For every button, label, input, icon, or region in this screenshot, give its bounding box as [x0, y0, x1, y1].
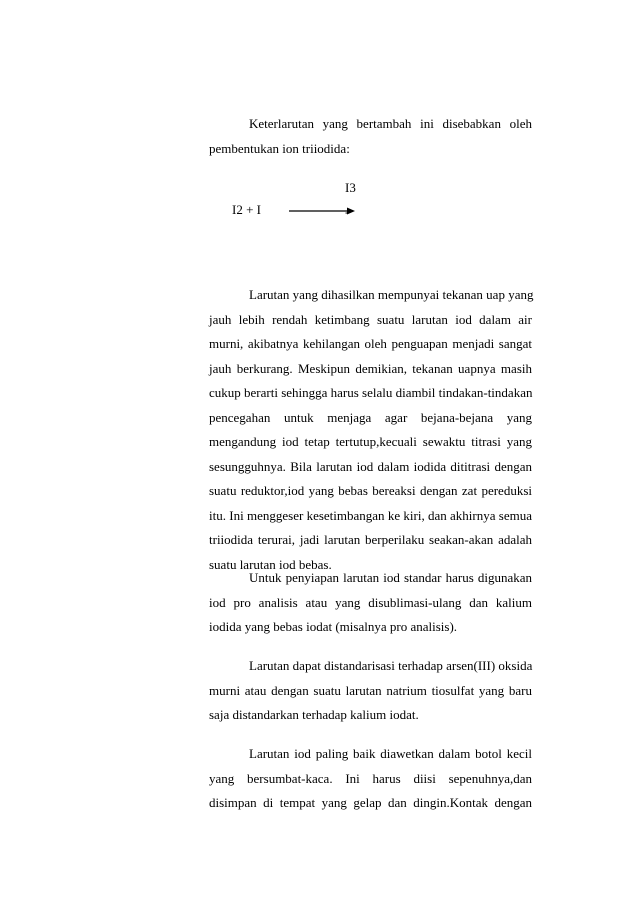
text-line: Larutan dapat distandarisasi terhadap arsen(III) oksida	[249, 658, 533, 673]
paragraph-standarisasi	[209, 654, 532, 728]
equation-reactants: I2 + I	[232, 202, 261, 217]
text-line: triiodida terurai, jadi larutan berperilaku seakan-akan adalah	[209, 532, 532, 547]
paragraph-intro	[209, 112, 532, 161]
text-line: Larutan iod paling baik diawetkan dalam botol kecil	[249, 746, 532, 761]
text-line: murni atau dengan suatu larutan natrium tiosulfat yang baru	[209, 682, 532, 698]
text-line: murni, akibatnya kehilangan oleh penguapan menjadi sangat	[209, 336, 532, 351]
text-line: itu. Ini menggeser kesetimbangan ke kiri, dan akhirnya semua	[209, 507, 532, 523]
text-line: jauh berkurang. Meskipun demikian, tekanan uapnya masih	[209, 360, 532, 376]
text-line: suatu larutan iod bebas.	[209, 556, 332, 572]
text-line: mengandung iod tetap tertutup,kecuali sewaktu titrasi yang	[209, 434, 532, 449]
text-line: cukup berarti sehingga harus selalu diambil tindakan-tindakan	[209, 385, 533, 400]
equation-product-charge: -	[345, 204, 350, 219]
text-line: sesungguhnya. Bila larutan iod dalam iodida dititrasi dengan	[209, 458, 532, 474]
text-line: pencegahan untuk menjaga agar bejana-bejana yang	[209, 409, 532, 425]
equation-product-top: I3	[345, 180, 356, 195]
text-line: Larutan yang dihasilkan mempunyai tekanan uap yang	[249, 287, 534, 302]
text-line: suatu reduktor,iod yang bebas bereaksi dengan zat pereduksi	[209, 483, 532, 498]
text-line: yang bersumbat-kaca. Ini harus diisi sepenuhnya,dan	[209, 770, 532, 786]
paragraph-larutan-hasil	[209, 283, 532, 577]
text-line: saja distandarkan terhadap kalium iodat.	[209, 707, 419, 722]
paragraph-pengawetan	[209, 742, 532, 816]
text-line: jauh lebih rendah ketimbang suatu larutan iod dalam air	[209, 311, 532, 327]
paragraph-penyiapan	[209, 566, 532, 640]
text-line: Untuk penyiapan larutan iod standar harus digunakan	[249, 570, 532, 585]
text-line: Keterlarutan yang bertambah ini disebabkan oleh	[249, 116, 532, 131]
text-line: iod pro analisis atau yang disublimasi-ulang dan kalium	[209, 594, 532, 610]
text-line: pembentukan ion triiodida:	[209, 140, 350, 156]
text-line: iodida yang bebas iodat (misalnya pro analisis).	[209, 619, 458, 634]
text-line: disimpan di tempat yang gelap dan dingin.Kontak dengan	[209, 795, 532, 810]
